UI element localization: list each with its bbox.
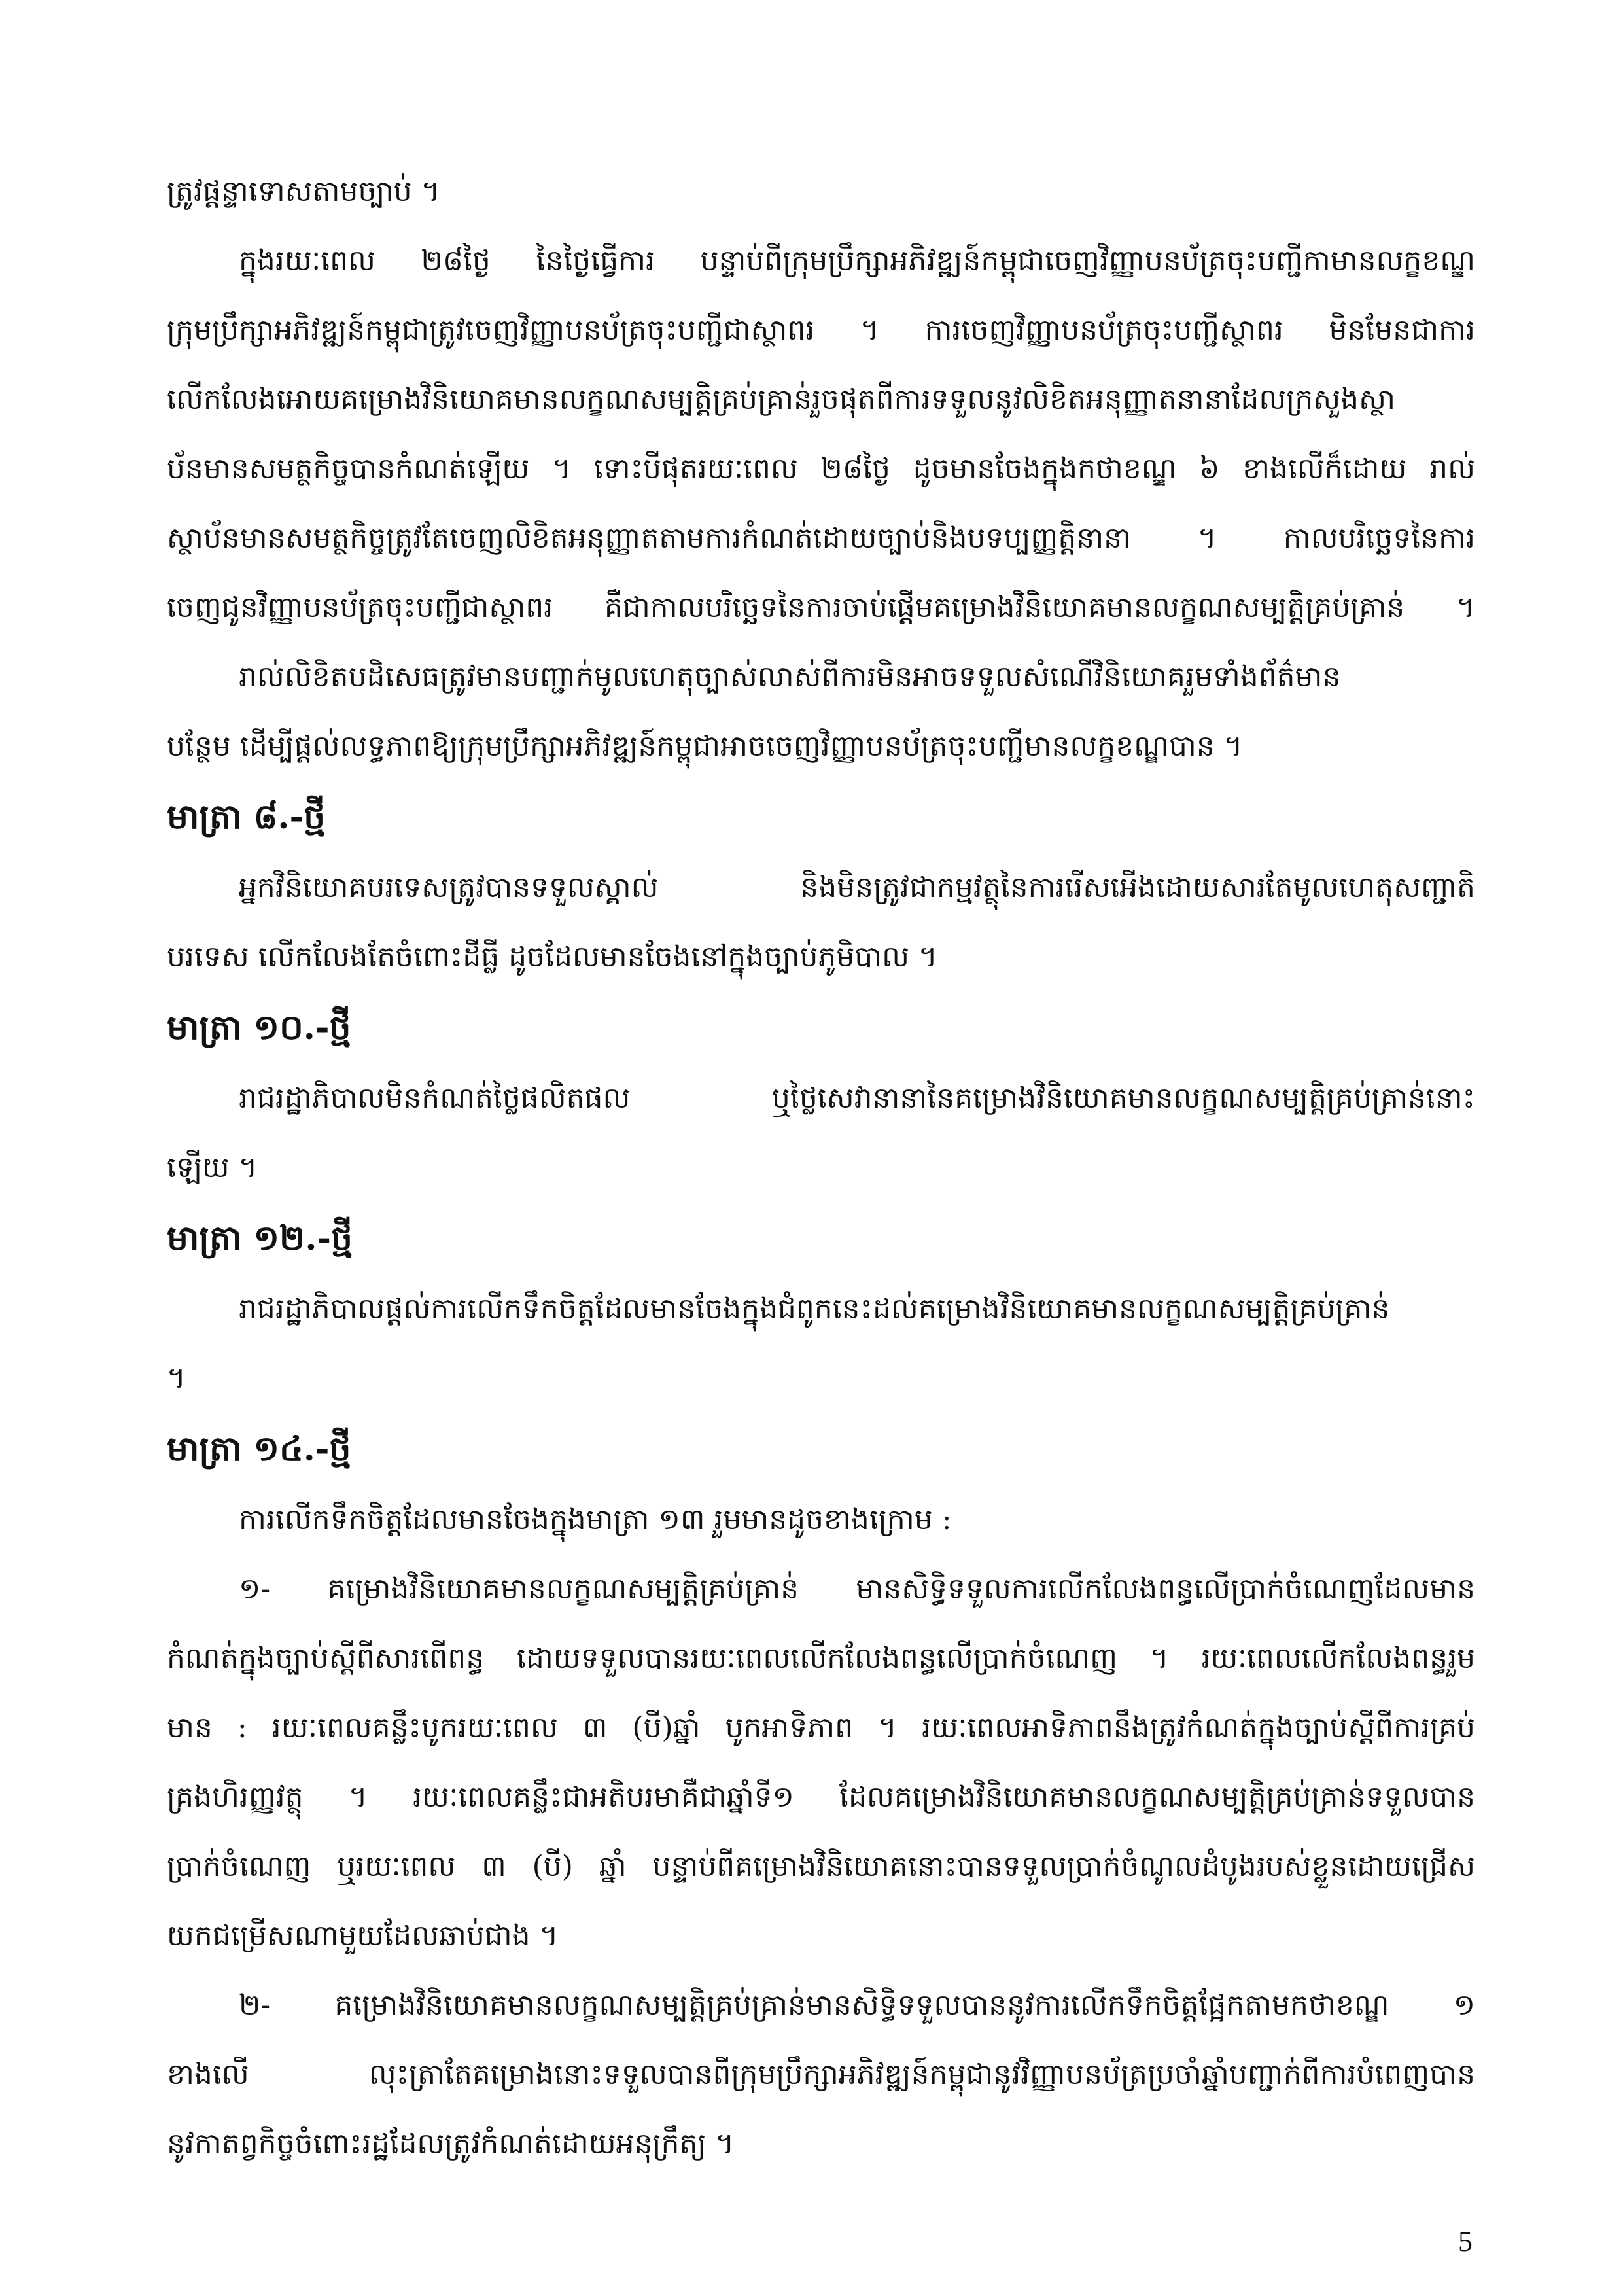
- text-line: រាល់លិខិតបដិសេធត្រូវមានបញ្ជាក់មូលហេតុច្បាស់លាស់ពីការមិនអាចទទួលសំណើវិនិយោគរួមទាំងព័ត៌មាន: [239, 660, 1341, 694]
- text-line: លើកលែងអោយគម្រោងវិនិយោគមានលក្ខណសម្បត្តិគ្រប់គ្រាន់រួចផុតពីការទទួលនូវលិខិតអនុញ្ញាតនានាដែលក្រសួងស្ថា: [167, 383, 1395, 416]
- article-heading: មាត្រា ៨.-ថ្មី: [167, 797, 326, 837]
- text-line: ក្នុងរយៈពេល ២៨ថ្ងៃ នៃថ្ងៃធ្វើការ បន្ទាប់ពីក្រុមប្រឹក្សាអភិវឌ្ឍន៍កម្ពុជាចេញវិញ្ញាបនប័ត្រចុះបញ្ជីកាមានលក្ខខណ្ឌ: [239, 244, 1475, 277]
- article-heading: មាត្រា ១០.-ថ្មី: [167, 1008, 351, 1048]
- document-body: [167, 157, 1475, 2179]
- text-line: ២- គម្រោងវិនិយោគមានលក្ខណសម្បត្តិគ្រប់គ្រាន់មានសិទ្ធិទទួលបាននូវការលើកទឹកចិត្តផ្អែកតាមកថាខណ្ឌ ១: [239, 1988, 1475, 2022]
- text-line: បន្ថែម ដើម្បីផ្តល់លទ្ធភាពឱ្យក្រុមប្រឹក្សាអភិវឌ្ឍន៍កម្ពុជាអាចចេញវិញ្ញាបនប័ត្រចុះបញ្ជីមានលក្ខខណ្ឌបាន ។: [167, 730, 1243, 763]
- text-line: ប្រាក់ចំណេញ ឬរយៈពេល ៣ (បី) ឆ្នាំ បន្ទាប់ពីគម្រោងវិនិយោគនោះបានទទួលប្រាក់ចំណូលដំបូងរបស់ខ្លួនដោយជ្រើស: [167, 1850, 1475, 1883]
- text-line: មាន : រយៈពេលគន្លឹះបូករយៈពេល ៣ (បី)ឆ្នាំ បូកអាទិភាព ។ រយៈពេលអាទិភាពនឹងត្រូវកំណត់ក្នុងច្បាប់ស្តីពីការគ្រប់: [167, 1711, 1475, 1744]
- text-line: រាជរដ្ឋាភិបាលផ្តល់ការលើកទឹកចិត្តដែលមានចែងក្នុងជំពូកនេះដល់គម្រោងវិនិយោគមានលក្ខណសម្បត្តិគ្រប់គ្រាន់: [239, 1292, 1390, 1326]
- text-line: ខាងលើ លុះត្រាតែគម្រោងនោះទទួលបានពីក្រុមប្រឹក្សាអភិវឌ្ឍន៍កម្ពុជានូវវិញ្ញាបនប័ត្រប្រចាំឆ្នាំបញ្ជាក់ពីការបំពេញបាន: [167, 2058, 1475, 2091]
- text-line: ស្ថាប័នមានសមត្ថកិច្ចត្រូវតែចេញលិខិតអនុញ្ញាតតាមការកំណត់ដោយច្បាប់និងបទប្បញ្ញត្តិនានា ។ កាលបរិច្ឆេទនៃការ: [167, 521, 1475, 555]
- text-line: ។: [167, 1362, 186, 1395]
- text-line: ឡើយ ។: [167, 1151, 258, 1184]
- text-line: កំណត់ក្នុងច្បាប់ស្តីពីសារពើពន្ធ ដោយទទួលបានរយៈពេលលើកលែងពន្ធលើប្រាក់ចំណេញ ។ រយៈពេលលើកលែងពន្ធរួម: [167, 1642, 1475, 1675]
- text-line: នូវកាតព្វកិច្ចចំពោះរដ្ឋដែលត្រូវកំណត់ដោយអនុក្រឹត្យ ។: [167, 2127, 735, 2161]
- text-line: គ្រងហិរញ្ញវត្ថុ ។ រយៈពេលគន្លឹះជាអតិបរមាគឺជាឆ្នាំទី១ ដែលគម្រោងវិនិយោគមានលក្ខណសម្បត្តិគ្រប់គ្រាន់ទទួលបាន: [167, 1780, 1475, 1814]
- text-line: យកជម្រើសណាមួយដែលឆាប់ជាង ។: [167, 1919, 559, 1952]
- text-line: ការលើកទឹកចិត្តដែលមានចែងក្នុងមាត្រា ១៣ រួមមានដូចខាងក្រោម :: [239, 1503, 952, 1536]
- page-number: 5: [1458, 2225, 1473, 2257]
- text-line: ប័នមានសមត្ថកិច្ចបានកំណត់ឡើយ ។ ទោះបីផុតរយៈពេល ២៨ថ្ងៃ ដូចមានចែងក្នុងកថាខណ្ឌ ៦ ខាងលើក៏ដោយ រាល់: [167, 452, 1475, 486]
- text-line: ចេញជូនវិញ្ញាបនប័ត្រចុះបញ្ជីជាស្ថាពរ គឺជាកាលបរិច្ឆេទនៃការចាប់ផ្តើមគម្រោងវិនិយោគមានលក្ខណសម្បត្តិគ្រប់គ្រាន់ ។: [167, 591, 1475, 624]
- article-heading: មាត្រា ១៤.-ថ្មី: [167, 1429, 351, 1469]
- text-line: អ្នកវិនិយោគបរទេសត្រូវបានទទួលស្គាល់ និងមិនត្រូវជាកម្មវត្ថុនៃការរើសអើងដោយសារតែមូលហេតុសញ្ជាតិ: [239, 871, 1475, 904]
- text-line: ១- គម្រោងវិនិយោគមានលក្ខណសម្បត្តិគ្រប់គ្រាន់ មានសិទ្ធិទទួលការលើកលែងពន្ធលើប្រាក់ចំណេញដែលមាន: [239, 1572, 1475, 1606]
- article-heading: មាត្រា ១២.-ថ្មី: [167, 1218, 353, 1258]
- text-line: ត្រូវផ្តន្ទាទោសតាមច្បាប់ ។: [167, 175, 440, 208]
- text-line: បរទេស លើកលែងតែចំពោះដីធ្លី ដូចដែលមានចែងនៅក្នុងច្បាប់ភូមិបាល ។: [167, 940, 938, 974]
- text-line: រាជរដ្ឋាភិបាលមិនកំណត់ថ្លៃផលិតផល ឬថ្លៃសេវានានានៃគម្រោងវិនិយោគមានលក្ខណសម្បត្តិគ្រប់គ្រាន់នោះ: [239, 1082, 1475, 1115]
- text-line: ក្រុមប្រឹក្សាអភិវឌ្ឍន៍កម្ពុជាត្រូវចេញវិញ្ញាបនប័ត្រចុះបញ្ជីជាស្ថាពរ ។ ការចេញវិញ្ញាបនប័ត្រចុះបញ្ជីស្ថាពរ មិនមែនជាការ: [167, 313, 1475, 347]
